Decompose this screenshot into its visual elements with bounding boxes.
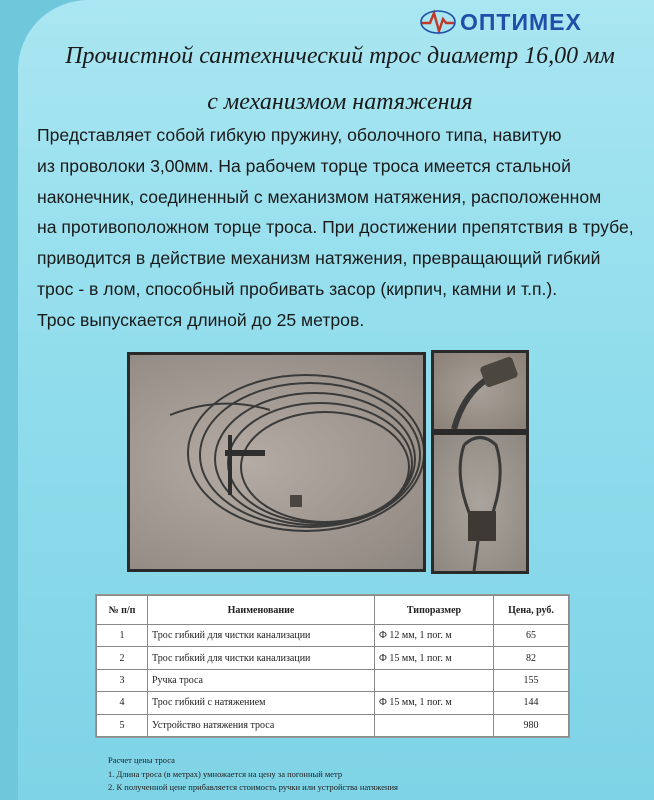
row-number: 2	[97, 647, 148, 669]
col-header-name: Наименование	[148, 596, 375, 625]
col-header-number: № п/п	[97, 596, 148, 625]
row-name: Трос гибкий с натяжением	[148, 692, 375, 714]
description-line: на противоположном торце троса. При достижении препятствия в трубе,	[37, 217, 634, 238]
col-header-size: Типоразмер	[375, 596, 494, 625]
table-row	[97, 647, 569, 669]
notes-heading: Расчет цены троса	[108, 755, 175, 765]
table-row	[97, 669, 569, 691]
description-line: трос - в лом, способный пробивать засор (кирпич, камни и т.п.).	[37, 278, 558, 299]
description-line: Трос выпускается длиной до 25 метров.	[37, 309, 365, 330]
page-title-line-2: с механизмом натяжения	[207, 89, 473, 115]
row-name: Ручка троса	[148, 669, 375, 691]
tension-mechanism-photo	[431, 432, 529, 574]
table-header-row	[97, 596, 569, 625]
table-row	[97, 714, 569, 736]
row-number: 1	[97, 625, 148, 647]
notes-item: 2. К полученной цене прибавляется стоимость ручки или устройства натяжения	[108, 782, 398, 792]
row-size	[375, 714, 494, 736]
row-number: 5	[97, 714, 148, 736]
price-table	[96, 595, 569, 737]
price-table-card	[95, 594, 570, 738]
row-name: Трос гибкий для чистки канализации	[148, 625, 375, 647]
notes-item: 1. Длина троса (в метрах) умножается на цену за погонный метр	[108, 768, 343, 779]
page-title-line-1: Прочистной сантехнический трос диаметр 16,00 мм	[65, 43, 615, 69]
row-size: Ф 15 мм, 1 пог. м	[375, 692, 494, 714]
row-price: 144	[494, 692, 569, 714]
row-name: Трос гибкий для чистки канализации	[148, 647, 375, 669]
row-size: Ф 12 мм, 1 пог. м	[375, 625, 494, 647]
col-header-price: Цена, руб.	[494, 596, 569, 625]
cable-coil-photo	[127, 352, 426, 572]
row-size	[375, 669, 494, 691]
row-price: 82	[494, 647, 569, 669]
logo-wave-icon	[420, 9, 456, 35]
table-row	[97, 625, 569, 647]
description-line: из проволоки 3,00мм. На рабочем торце троса имеется стальной	[37, 155, 571, 176]
description-line: Представляет собой гибкую пружину, оболочного типа, навитую	[37, 125, 562, 145]
row-size: Ф 15 мм, 1 пог. м	[375, 647, 494, 669]
row-name: Устройство натяжения троса	[148, 714, 375, 736]
row-price: 65	[494, 625, 569, 647]
company-logo	[420, 6, 610, 38]
row-number: 3	[97, 669, 148, 691]
description-line: наконечник, соединенный с механизмом натяжения, расположенном	[37, 186, 602, 207]
logo-text: ОПТИМЕХ	[460, 8, 582, 35]
row-number: 4	[97, 692, 148, 714]
product-description	[37, 120, 647, 336]
description-line: приводится в действие механизм натяжения, превращающий гибкий	[37, 248, 601, 269]
row-price: 155	[494, 669, 569, 691]
table-row	[97, 692, 569, 714]
cable-tip-photo	[431, 350, 529, 432]
price-calculation-notes	[108, 754, 548, 795]
row-price: 980	[494, 714, 569, 736]
